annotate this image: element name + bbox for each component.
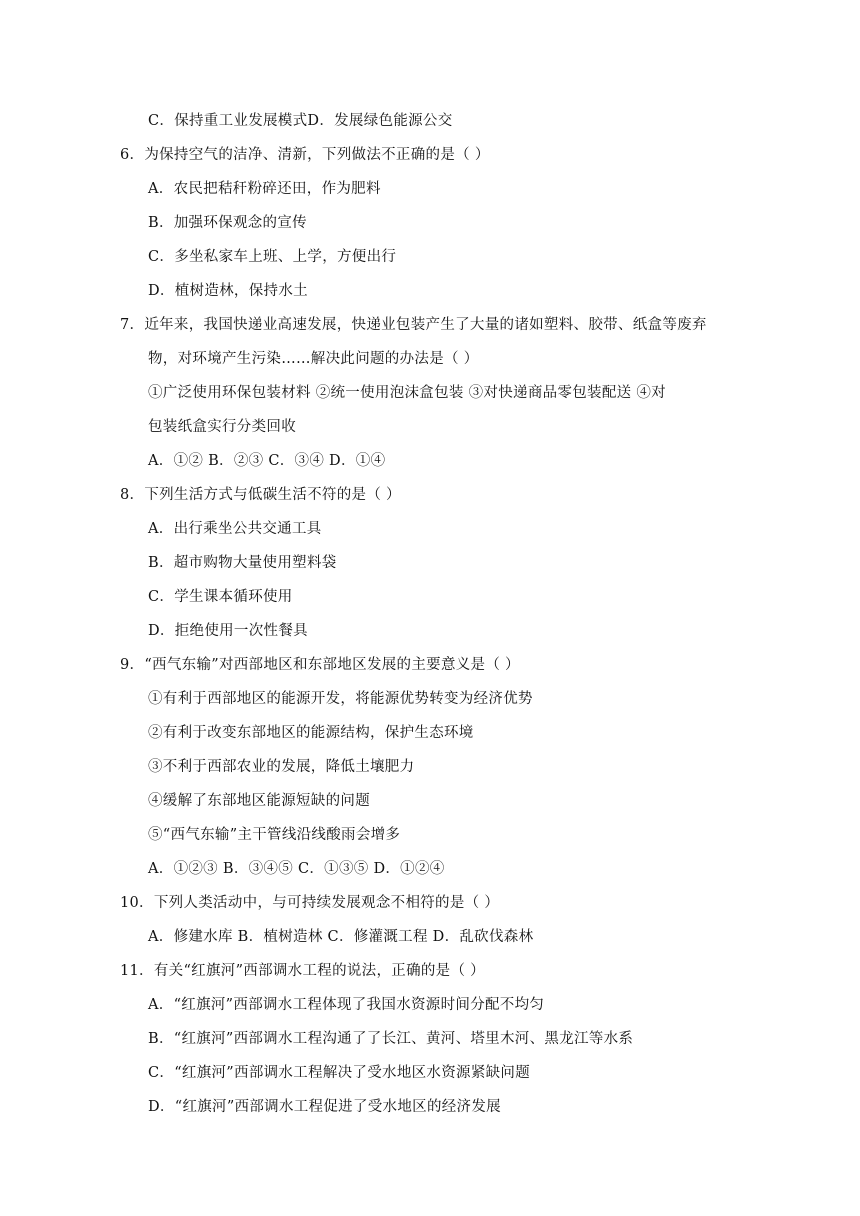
option-6a: A．农民把秸秆粉碎还田，作为肥料 — [148, 181, 381, 197]
option-11b: B．“红旗河”西部调水工程沟通了了长江、黄河、塔里木河、黑龙江等水系 — [148, 1031, 634, 1047]
option-5c-5d: C．保持重工业发展模式D．发展绿色能源公交 — [148, 113, 453, 129]
statement-9-1: ①有利于西部地区的能源开发，将能源优势转变为经济优势 — [148, 691, 533, 707]
question-7-statements-continuation: 包装纸盒实行分类回收 — [148, 419, 296, 435]
option-8d: D．拒绝使用一次性餐具 — [148, 623, 308, 639]
option-8a: A．出行乘坐公共交通工具 — [148, 521, 322, 537]
option-11a: A．“红旗河”西部调水工程体现了我国水资源时间分配不均匀 — [148, 997, 545, 1013]
statement-9-2: ②有利于改变东部地区的能源结构，保护生态环境 — [148, 725, 474, 741]
option-6b: B．加强环保观念的宣传 — [148, 215, 307, 231]
option-6d: D．植树造林，保持水土 — [148, 283, 308, 299]
question-7-continuation: 物，对环境产生污染……解决此问题的办法是（ ） — [148, 351, 479, 367]
question-7: 7．近年来，我国快递业高速发展，快递业包装产生了大量的诸如塑料、胶带、纸盒等废弃 — [120, 317, 707, 333]
option-11c: C．“红旗河”西部调水工程解决了受水地区水资源紧缺问题 — [148, 1065, 531, 1081]
statement-9-5: ⑤“西气东输”主干管线沿线酸雨会增多 — [148, 827, 401, 843]
option-6c: C．多坐私家车上班、上学，方便出行 — [148, 249, 397, 265]
options-9: A．①②③ B．③④⑤ C．①③⑤ D．①②④ — [148, 861, 445, 877]
statement-9-4: ④缓解了东部地区能源短缺的问题 — [148, 793, 370, 809]
options-10: A．修建水库 B．植树造林 C．修灌溉工程 D．乱砍伐森林 — [148, 929, 534, 945]
options-7: A．①② B．②③ C．③④ D．①④ — [148, 453, 386, 469]
option-8c: C．学生课本循环使用 — [148, 589, 293, 605]
statement-9-3: ③不利于西部农业的发展，降低土壤肥力 — [148, 759, 415, 775]
question-8: 8．下列生活方式与低碳生活不符的是（ ） — [120, 487, 401, 503]
question-7-statements: ①广泛使用环保包装材料 ②统一使用泡沫盒包装 ③对快递商品零包装配送 ④对 — [148, 385, 666, 401]
question-11: 11．有关“红旗河”西部调水工程的说法，正确的是（ ） — [120, 963, 485, 979]
question-9: 9．“西气东输”对西部地区和东部地区发展的主要意义是（ ） — [120, 657, 520, 673]
option-8b: B．超市购物大量使用塑料袋 — [148, 555, 337, 571]
question-10: 10．下列人类活动中，与可持续发展观念不相符的是（ ） — [120, 895, 500, 911]
option-11d: D．“红旗河”西部调水工程促进了受水地区的经济发展 — [148, 1099, 501, 1115]
question-6: 6．为保持空气的洁净、清新，下列做法不正确的是（ ） — [120, 147, 490, 163]
